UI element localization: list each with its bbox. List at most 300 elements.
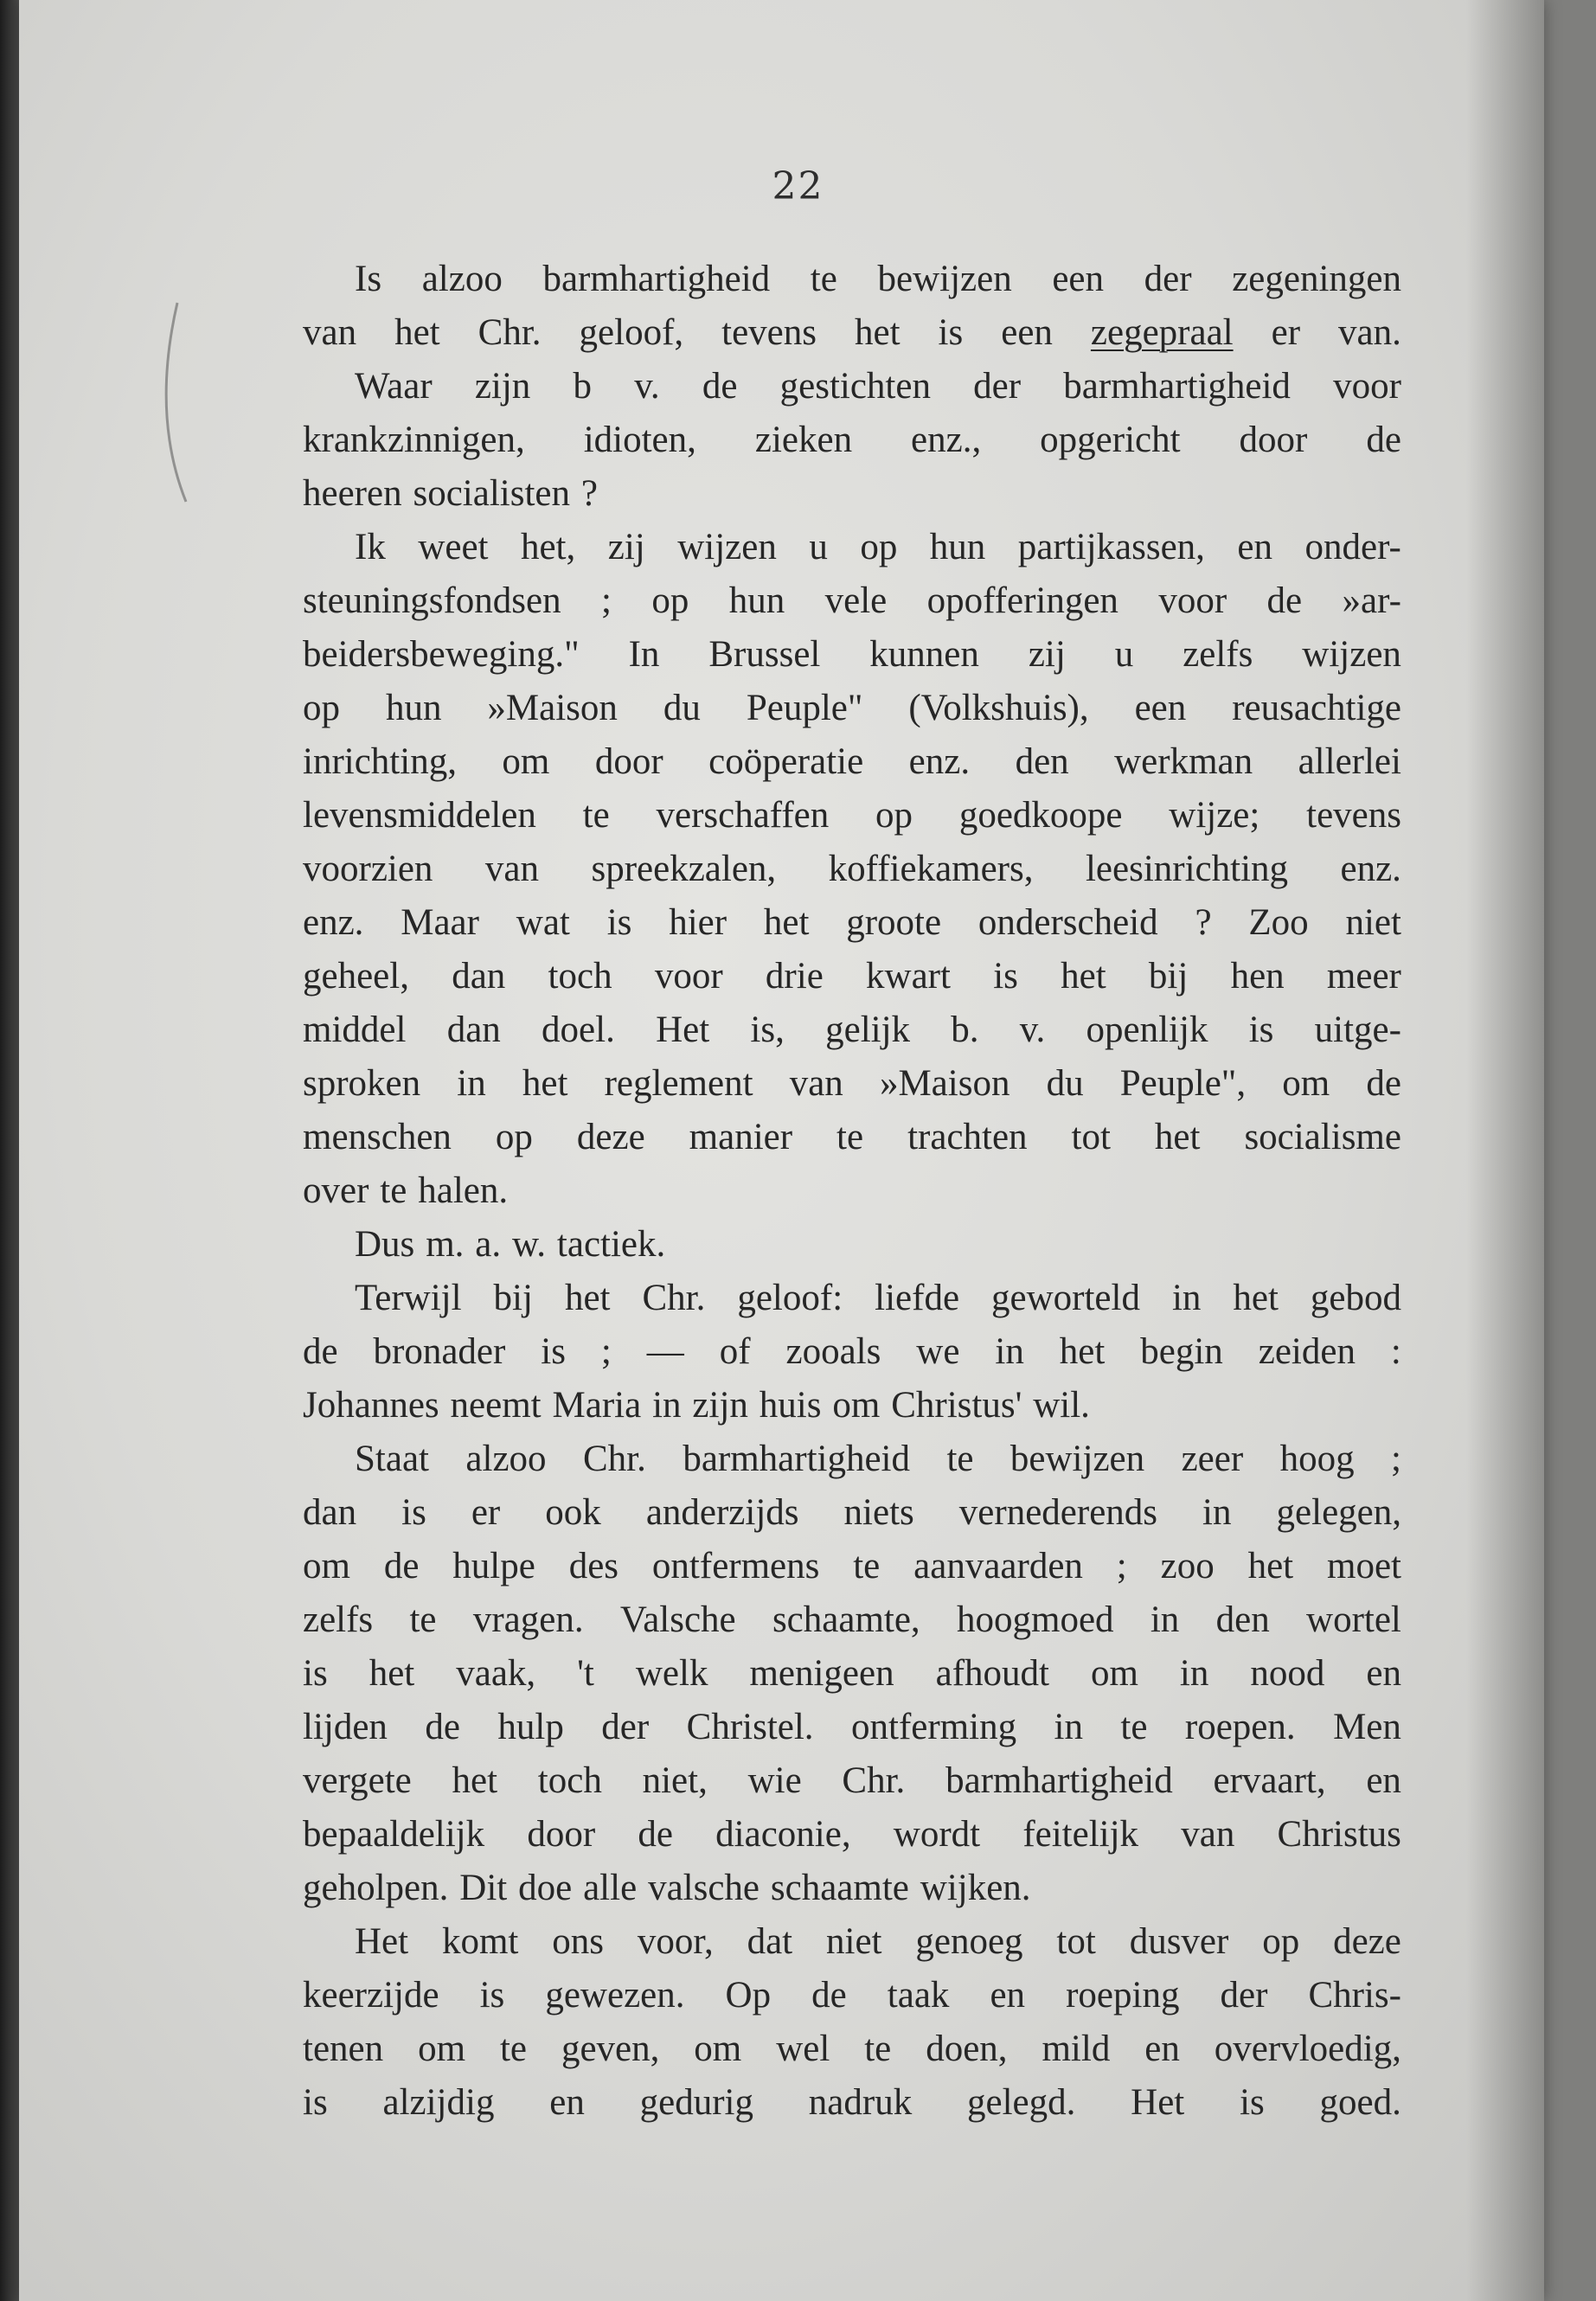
word: het — [452, 1760, 498, 1801]
word: mild — [1042, 2029, 1111, 2069]
word: tactiek. — [556, 1224, 666, 1265]
word: in — [1202, 1492, 1232, 1533]
word: huis — [759, 1385, 822, 1426]
word: niet — [1345, 902, 1401, 943]
word: wordt — [893, 1814, 981, 1855]
word: nadruk — [808, 2082, 913, 2123]
word: het — [1059, 1331, 1106, 1372]
word: om — [694, 2029, 742, 2069]
word: Maria — [552, 1385, 642, 1426]
word: en — [1237, 527, 1272, 567]
word: geven, — [561, 2029, 660, 2069]
word: in — [995, 1331, 1024, 1372]
word: hoog — [1279, 1439, 1355, 1479]
word: doel. — [542, 1009, 615, 1050]
word: het — [1247, 1546, 1294, 1586]
word: u — [1114, 634, 1134, 675]
word: hun — [728, 580, 785, 621]
word: goedkoope — [958, 795, 1123, 836]
word: roeping — [1066, 1975, 1180, 2016]
word: weet — [418, 527, 489, 567]
word: enz. — [1340, 849, 1401, 889]
word: groote — [846, 902, 942, 943]
word: »ar- — [1342, 580, 1401, 621]
text-line — [303, 1808, 1401, 1862]
word: aanvaarden — [913, 1546, 1083, 1586]
word: spreekzalen, — [591, 849, 777, 889]
word: over — [303, 1170, 369, 1211]
text-line — [303, 1969, 1401, 2022]
word: ; — [600, 580, 612, 621]
word: zieken — [754, 420, 853, 460]
word: in — [457, 1063, 486, 1104]
word: Peuple" — [746, 688, 863, 728]
word: hen — [1230, 956, 1285, 997]
word: dan — [452, 956, 506, 997]
word: doen, — [926, 2029, 1008, 2069]
word: partijkassen, — [1017, 527, 1205, 567]
word: vragen. — [472, 1599, 584, 1640]
word: en — [1366, 1760, 1401, 1801]
word: gelegen, — [1276, 1492, 1401, 1533]
text-line — [303, 950, 1401, 1003]
word: door — [1239, 420, 1308, 460]
word: op — [651, 580, 689, 621]
word: heeren — [303, 473, 402, 514]
word: verschaffen — [656, 795, 830, 836]
word: In — [628, 634, 660, 675]
word: barmhartigheid — [945, 1760, 1173, 1801]
word: dat — [747, 1921, 793, 1962]
word: halen. — [418, 1170, 509, 1211]
text-line — [303, 1915, 1401, 1969]
word: hulpe — [452, 1546, 535, 1586]
word: dan — [446, 1009, 501, 1050]
word: kunnen — [869, 634, 979, 675]
word: de — [1266, 580, 1303, 621]
word: alzijdig — [382, 2082, 495, 2123]
word: een — [1052, 259, 1104, 299]
word: 't — [577, 1653, 594, 1694]
word: neemt — [450, 1385, 542, 1426]
text-line — [303, 1111, 1401, 1164]
word: voor — [654, 956, 723, 997]
word: bronader — [373, 1331, 506, 1372]
word: drie — [765, 956, 824, 997]
word: ons — [552, 1921, 604, 1962]
word: bij — [493, 1278, 533, 1318]
word: v. — [634, 366, 660, 407]
word: »Maison — [879, 1063, 1010, 1104]
word: ? — [1195, 902, 1212, 943]
word: wijzen — [1302, 634, 1401, 675]
word: m. — [426, 1224, 465, 1265]
word: om — [502, 741, 550, 782]
word: het — [564, 1278, 611, 1318]
word: de — [1366, 1063, 1401, 1104]
word: wie — [747, 1760, 802, 1801]
word: middel — [303, 1009, 407, 1050]
word: dusver — [1129, 1921, 1229, 1962]
text-line — [303, 682, 1401, 735]
word: coöperatie — [708, 741, 864, 782]
word: inrichting, — [303, 741, 457, 782]
word: barmhartigheid — [683, 1439, 910, 1479]
text-line — [303, 360, 1401, 413]
word: barmhartigheid — [542, 259, 771, 299]
word: Terwijl — [355, 1278, 462, 1318]
word: het — [394, 312, 440, 353]
word: ontferming — [851, 1707, 1017, 1747]
word: op — [495, 1117, 533, 1157]
word: een — [1001, 312, 1053, 353]
word: hoogmoed — [957, 1599, 1114, 1640]
word: Het — [1131, 2082, 1185, 2123]
word: leesinrichting — [1085, 849, 1289, 889]
word: op — [1262, 1921, 1300, 1962]
word: allerlei — [1298, 741, 1401, 782]
word: is — [993, 956, 1018, 997]
word: der — [1144, 259, 1192, 299]
word: zeiden — [1258, 1331, 1356, 1372]
word: tot — [1056, 1921, 1096, 1962]
word: trachten — [907, 1117, 1028, 1157]
page-number: 22 — [772, 164, 824, 208]
word: hier — [669, 902, 727, 943]
word: Is — [355, 259, 382, 299]
pencil-margin-mark — [151, 285, 290, 519]
word: koffiekamers, — [828, 849, 1034, 889]
word: hun — [929, 527, 986, 567]
word: Johannes — [303, 1385, 439, 1426]
word: ervaart, — [1213, 1760, 1326, 1801]
word: wil. — [1033, 1385, 1090, 1426]
word: uitge- — [1314, 1009, 1401, 1050]
word: Chr. — [842, 1760, 906, 1801]
word: reusachtige — [1232, 688, 1401, 728]
text-line — [303, 1486, 1401, 1540]
word: meer — [1326, 956, 1401, 997]
word: te — [409, 1599, 437, 1640]
word: om — [418, 2029, 466, 2069]
word: barmhartigheid — [1063, 366, 1291, 407]
word: deze — [576, 1117, 645, 1157]
word: sproken — [303, 1063, 421, 1104]
word: deze — [1333, 1921, 1401, 1962]
word: b — [573, 366, 592, 407]
word: vaak, — [456, 1653, 536, 1694]
word: Christus — [1277, 1814, 1401, 1855]
word: gelijk — [825, 1009, 911, 1050]
word: schaamte, — [772, 1599, 920, 1640]
word: voorzien — [303, 849, 433, 889]
word: socialisten — [413, 473, 570, 514]
word: om — [1090, 1653, 1138, 1694]
word: zegeningen — [1232, 259, 1401, 299]
word: zelfs — [1183, 634, 1253, 675]
word: van — [303, 312, 357, 353]
word: b. — [951, 1009, 979, 1050]
word: de — [303, 1331, 338, 1372]
word: hun — [385, 688, 442, 728]
word: opofferingen — [926, 580, 1118, 621]
word: onderscheid — [977, 902, 1158, 943]
word: vergete — [303, 1760, 412, 1801]
text-line — [303, 1272, 1401, 1325]
word: en — [1144, 2029, 1180, 2069]
word: tot — [1071, 1117, 1111, 1157]
word: ? — [580, 473, 598, 514]
word: door — [594, 741, 663, 782]
word: de — [702, 366, 738, 407]
text-line — [303, 843, 1401, 896]
word: Brussel — [708, 634, 821, 675]
word: voor — [1333, 366, 1401, 407]
word: we — [916, 1331, 960, 1372]
word: te — [853, 1546, 881, 1586]
word: »Maison — [487, 688, 618, 728]
word: den — [1015, 741, 1069, 782]
word: Maar — [401, 902, 479, 943]
word: den — [1215, 1599, 1270, 1640]
word: Chr. — [582, 1439, 646, 1479]
word: zij — [1028, 634, 1066, 675]
word: ; — [1116, 1546, 1127, 1586]
word: begin — [1140, 1331, 1223, 1372]
word: bewijzen — [1010, 1439, 1145, 1479]
text-line — [303, 1701, 1401, 1754]
word: (Volkshuis), — [908, 688, 1089, 728]
word: een — [1134, 688, 1187, 728]
word: Christel. — [686, 1707, 814, 1747]
word: der — [1220, 1975, 1268, 2016]
page-curl-shadow — [1466, 0, 1544, 2301]
word: wortel — [1306, 1599, 1401, 1640]
word: liefde — [875, 1278, 960, 1318]
text-line — [303, 1540, 1401, 1593]
word: — — [646, 1331, 684, 1372]
word: het — [1154, 1117, 1201, 1157]
word: in — [1179, 1653, 1209, 1694]
word: beidersbeweging." — [303, 634, 580, 675]
word: is — [303, 2082, 328, 2123]
word: gebod — [1310, 1278, 1401, 1318]
word: kwart — [866, 956, 951, 997]
word: in — [1150, 1599, 1180, 1640]
word: enz., — [911, 420, 982, 460]
text-line — [303, 253, 1401, 306]
word: dan — [303, 1492, 357, 1533]
word: komt — [441, 1921, 519, 1962]
word: het — [1061, 956, 1106, 997]
word: te — [946, 1439, 974, 1479]
word: de — [425, 1707, 460, 1747]
word: alzoo — [421, 259, 503, 299]
word: steuningsfondsen — [303, 580, 561, 621]
word: gewezen. — [545, 1975, 685, 2016]
word: de — [1366, 420, 1401, 460]
word: bepaaldelijk — [303, 1814, 485, 1855]
word: enz. — [908, 741, 971, 782]
word: genoeg — [915, 1921, 1023, 1962]
word: wijze; — [1169, 795, 1260, 836]
word: en — [1366, 1653, 1401, 1694]
word: door — [527, 1814, 596, 1855]
word: van — [1181, 1814, 1235, 1855]
word: geworteld — [991, 1278, 1140, 1318]
word: nood — [1250, 1653, 1325, 1694]
text-line — [303, 1433, 1401, 1486]
word: zelfs — [303, 1599, 374, 1640]
word: gestichten — [779, 366, 931, 407]
word: het — [1233, 1278, 1279, 1318]
word: of — [719, 1331, 751, 1372]
word: wijzen — [677, 527, 777, 567]
text-line — [303, 1379, 1401, 1433]
word: niet — [826, 1921, 882, 1962]
word: ook — [545, 1492, 601, 1533]
word: w. — [512, 1224, 547, 1265]
word: idioten, — [583, 420, 696, 460]
word: Christus' — [891, 1385, 1022, 1426]
word: de — [383, 1546, 420, 1586]
word: der — [973, 366, 1022, 407]
text-line — [303, 789, 1401, 843]
word: anderzijds — [645, 1492, 799, 1533]
word: geloof, — [579, 312, 684, 353]
word: om — [303, 1546, 350, 1586]
word: doe — [518, 1868, 573, 1908]
word: is — [1248, 1009, 1274, 1050]
word: te — [836, 1117, 864, 1157]
word: is, — [750, 1009, 785, 1050]
word: zij — [607, 527, 645, 567]
word: te — [864, 2029, 892, 2069]
word: voor, — [637, 1921, 714, 1962]
word: om — [832, 1385, 881, 1426]
word: a. — [475, 1224, 502, 1265]
word: onder- — [1304, 527, 1401, 567]
word: Het — [355, 1921, 409, 1962]
word: diaconie, — [715, 1814, 851, 1855]
text-line — [303, 1647, 1401, 1701]
word: Men — [1333, 1707, 1401, 1747]
word: van — [789, 1063, 843, 1104]
word: wel — [776, 2029, 830, 2069]
word: werkman — [1114, 741, 1253, 782]
word: moet — [1327, 1546, 1401, 1586]
word: vernederends — [958, 1492, 1158, 1533]
word: zijn — [474, 366, 531, 407]
word: het, — [520, 527, 576, 567]
word: is — [401, 1492, 426, 1533]
word: op — [303, 688, 340, 728]
word: overvloedig, — [1214, 2029, 1401, 2069]
word: du — [663, 688, 701, 728]
text-line — [303, 628, 1401, 682]
word: openlijk — [1086, 1009, 1208, 1050]
word: en — [990, 1975, 1026, 2016]
word: krankzinnigen, — [303, 420, 525, 460]
word: is — [938, 312, 964, 353]
word: schaamte — [770, 1868, 909, 1908]
word: Op — [725, 1975, 772, 2016]
word: opgericht — [1040, 420, 1181, 460]
word: wat — [516, 902, 570, 943]
text-line — [303, 1218, 1401, 1272]
text-line — [303, 574, 1401, 628]
word: in — [1171, 1278, 1202, 1318]
text-line — [303, 2022, 1401, 2076]
word: het — [369, 1653, 415, 1694]
word: er — [471, 1492, 501, 1533]
word: Staat — [355, 1439, 429, 1479]
word: hulp — [497, 1707, 564, 1747]
word: alle — [583, 1868, 638, 1908]
word: Chr. — [642, 1278, 706, 1318]
word: Zoo — [1248, 902, 1309, 943]
word: roepen. — [1184, 1707, 1296, 1747]
word: om — [1282, 1063, 1330, 1104]
word: menigeen — [749, 1653, 894, 1694]
word: u — [809, 527, 828, 567]
word: ; — [1391, 1439, 1401, 1479]
word: levensmiddelen — [303, 795, 536, 836]
text-line — [303, 521, 1401, 574]
text-line — [303, 1164, 1401, 1218]
word: bij — [1148, 956, 1189, 997]
word: bewijzen — [877, 259, 1012, 299]
word: is — [541, 1331, 566, 1372]
word: valsche — [648, 1868, 760, 1908]
text-line — [303, 1003, 1401, 1057]
word: Waar — [355, 366, 433, 407]
word: in — [652, 1385, 682, 1426]
text-line — [303, 1325, 1401, 1379]
word: alzoo — [465, 1439, 547, 1479]
word: geheel, — [303, 956, 409, 997]
word: du — [1046, 1063, 1084, 1104]
word: Het — [656, 1009, 710, 1050]
word: het — [522, 1063, 568, 1104]
word: zoo — [1160, 1546, 1215, 1586]
word: gedurig — [639, 2082, 753, 2123]
word: geholpen. — [303, 1868, 449, 1908]
word: lijden — [303, 1707, 388, 1747]
word: te — [380, 1170, 407, 1211]
word: zooals — [785, 1331, 881, 1372]
word: is — [606, 902, 632, 943]
word: er — [1271, 312, 1301, 353]
word: te — [499, 2029, 527, 2069]
word: niet, — [642, 1760, 708, 1801]
word: zijn — [692, 1385, 748, 1426]
word: Dus — [355, 1224, 415, 1265]
text-line — [303, 413, 1401, 467]
word: de — [811, 1975, 847, 2016]
word: het — [763, 902, 810, 943]
word: Peuple", — [1119, 1063, 1247, 1104]
word: Chr. — [478, 312, 542, 353]
word: te — [810, 259, 837, 299]
word: het — [855, 312, 901, 353]
word: welk — [635, 1653, 708, 1694]
word: afhoudt — [935, 1653, 1049, 1694]
text-line — [303, 1593, 1401, 1647]
word: ; — [600, 1331, 612, 1372]
text-line — [303, 1057, 1401, 1111]
word: v. — [1019, 1009, 1046, 1050]
